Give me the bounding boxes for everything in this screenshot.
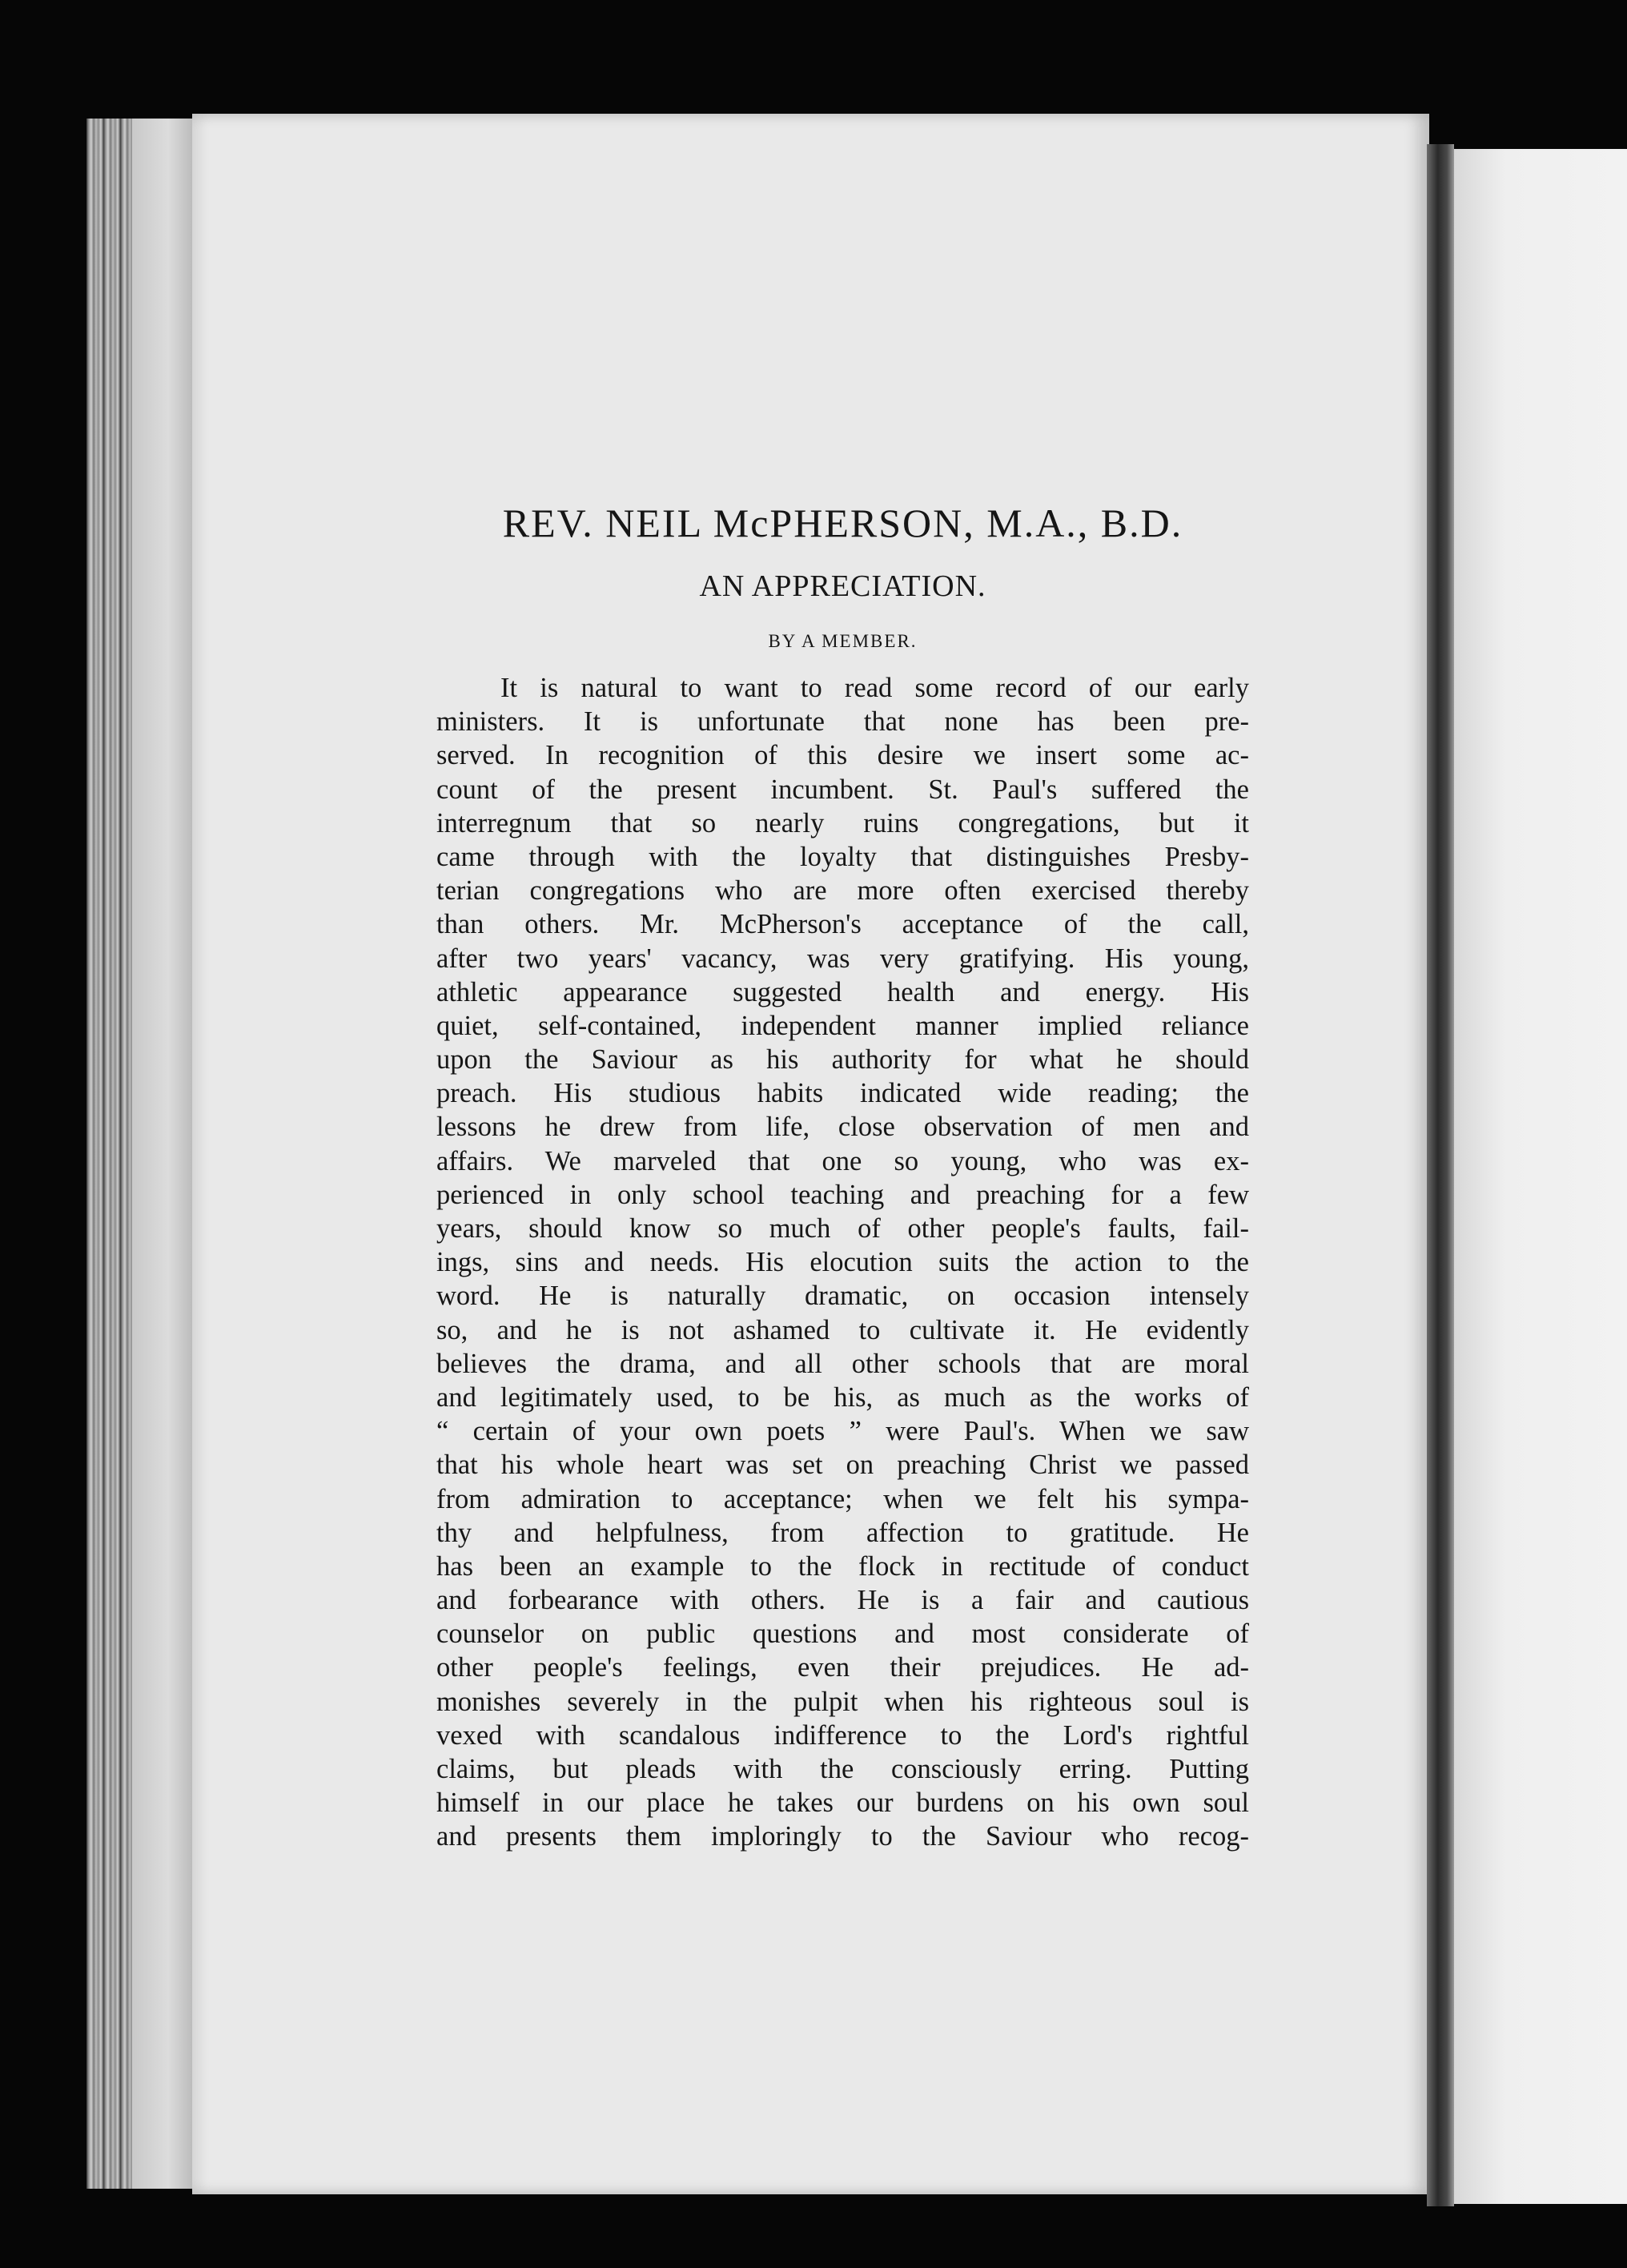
- body-line: count of the present incumbent. St. Paul's suffered the: [436, 774, 1249, 805]
- body-line: than others. Mr. McPherson's acceptance of the call,: [436, 909, 1249, 940]
- body-line: preach. His studious habits indicated wide reading; the: [436, 1078, 1249, 1109]
- body-line: word. He is naturally dramatic, on occasion intensely: [436, 1281, 1249, 1312]
- body-line: after two years' vacancy, was very gratifying. His young,: [436, 943, 1249, 974]
- body-line: and legitimately used, to be his, as much as the works of: [436, 1381, 1249, 1413]
- body-line: believes the drama, and all other schools that are moral: [436, 1348, 1249, 1379]
- body-line: and forbearance with others. He is a fair and cautious: [436, 1585, 1249, 1616]
- body-line: athletic appearance suggested health and energy. His: [436, 976, 1249, 1007]
- article: [436, 497, 1249, 1854]
- article-subtitle: AN APPRECIATION.: [699, 569, 986, 603]
- body-line: perienced in only school teaching and preaching for a few: [436, 1179, 1249, 1210]
- body-line: thy and helpfulness, from affection to gratitude. He: [436, 1517, 1249, 1548]
- body-line: claims, but pleads with the consciously erring. Putting: [436, 1754, 1249, 1784]
- body-line: interregnum that so nearly ruins congregations, but it: [436, 807, 1249, 838]
- body-line: It is natural to want to read some record of our early: [500, 673, 1249, 703]
- body-line: lessons he drew from life, close observation of men and: [436, 1112, 1249, 1143]
- facing-page: [1454, 149, 1627, 2204]
- body-line: upon the Saviour as his authority for what he should: [436, 1044, 1249, 1076]
- body-line: “ certain of your own poets ” were Paul's. When we saw: [436, 1416, 1249, 1447]
- article-byline: BY A MEMBER.: [768, 631, 918, 651]
- body-line: served. In recognition of this desire we insert some ac-: [436, 740, 1249, 771]
- body-line: has been an example to the flock in rectitude of conduct: [436, 1550, 1249, 1582]
- body-line: from admiration to acceptance; when we felt his sympa-: [436, 1483, 1249, 1514]
- body-line: so, and he is not ashamed to cultivate it. He evidently: [436, 1314, 1249, 1345]
- article-title: REV. NEIL McPHERSON, M.A., B.D.: [502, 501, 1183, 545]
- body-line: came through with the loyalty that distinguishes Presby-: [436, 841, 1249, 872]
- body-line: affairs. We marveled that one so young, who was ex-: [436, 1145, 1249, 1176]
- body-line: counselor on public questions and most considerate of: [436, 1619, 1249, 1650]
- body-line: ings, sins and needs. His elocution suits the action to the: [436, 1247, 1249, 1278]
- body-line: himself in our place he takes our burdens on his own soul: [436, 1787, 1249, 1819]
- body-line: other people's feelings, even their prejudices. He ad-: [436, 1652, 1249, 1683]
- body-line: monishes severely in the pulpit when his righteous soul is: [436, 1686, 1249, 1717]
- body-line: years, should know so much of other people's faults, fail-: [436, 1213, 1249, 1244]
- page-edges-inner: [132, 119, 192, 2189]
- body-line: terian congregations who are more often exercised thereby: [436, 875, 1249, 907]
- body-line: that his whole heart was set on preaching Christ we passed: [436, 1450, 1249, 1481]
- body-line: quiet, self-contained, independent manner implied reliance: [436, 1010, 1249, 1041]
- body-line: and presents them imploringly to the Saviour who recog-: [436, 1821, 1249, 1852]
- body-line: vexed with scandalous indifference to the Lord's rightful: [436, 1719, 1249, 1751]
- article-body: [436, 671, 1249, 1854]
- book-gutter: [1427, 144, 1454, 2206]
- body-line: ministers. It is unfortunate that none has been pre-: [436, 706, 1249, 738]
